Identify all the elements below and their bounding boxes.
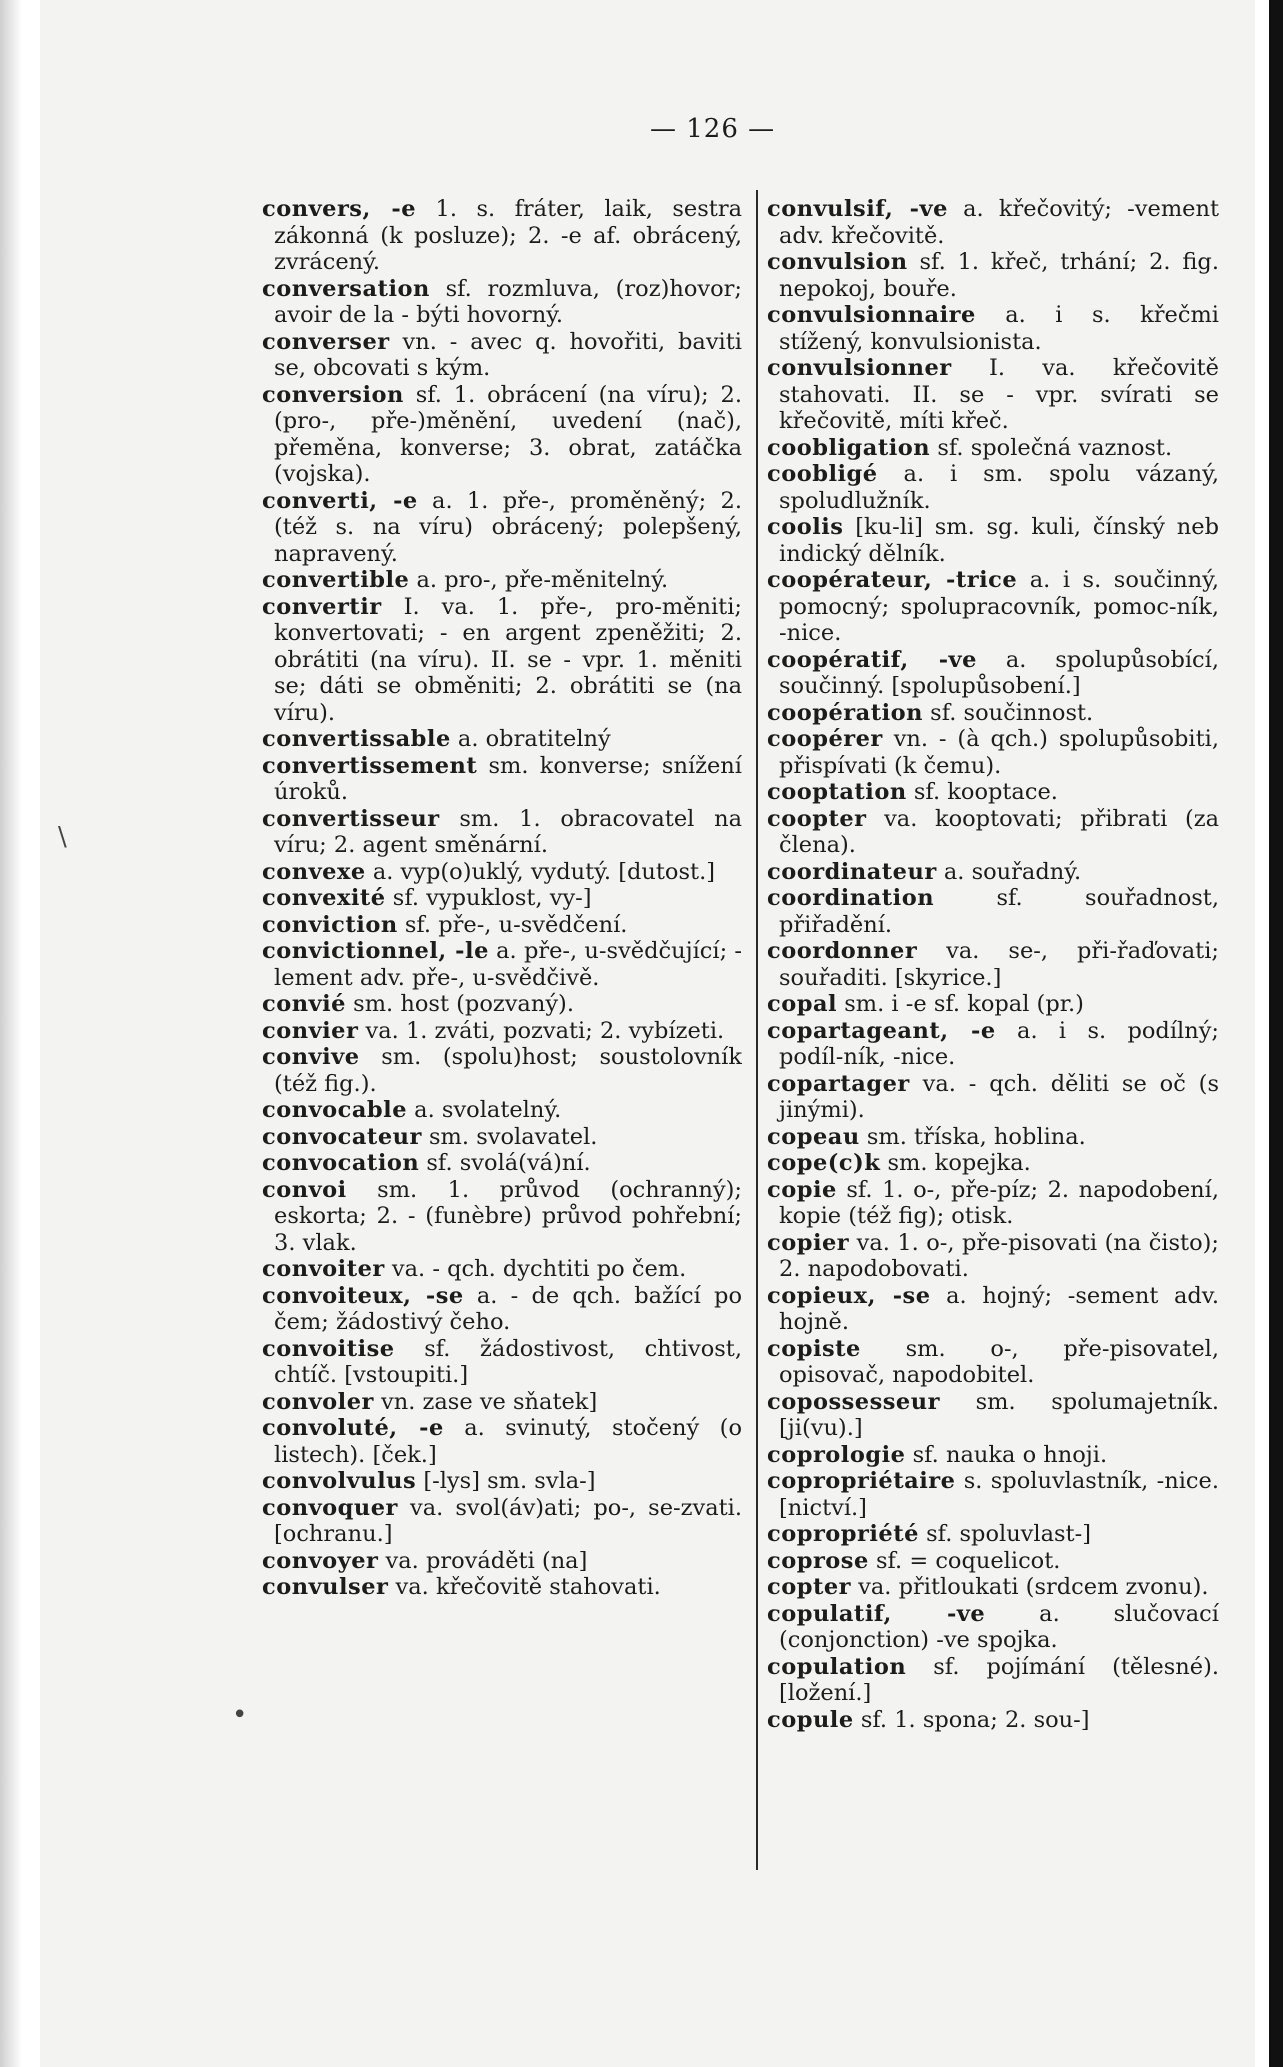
entry-definition: sf. 1. obrácení (na víru); 2. (pro-, pře-)měnění, uvedení (nač), přeměna, konverse; 3. obrat, zatáčka (vojska). xyxy=(274,381,742,487)
dictionary-entry xyxy=(767,726,1219,779)
entry-definition: sf. kooptace. xyxy=(906,779,1058,805)
entry-headword: convulsion xyxy=(767,249,908,275)
dictionary-entry xyxy=(767,1442,1219,1469)
entry-headword: coopérer xyxy=(767,726,883,752)
entry-definition: a. svinutý, stočený (o listech). [ček.] xyxy=(274,1415,742,1468)
entry-headword: copulation xyxy=(767,1653,907,1680)
dictionary-entry xyxy=(262,1018,742,1045)
entry-definition: a. 1. pře-, proměněný; 2. (též s. na víru) obrácený; polepšený, napravený. xyxy=(274,487,742,567)
dictionary-entry xyxy=(767,700,1219,727)
dictionary-entry xyxy=(262,488,742,568)
dictionary-entry xyxy=(262,567,742,594)
dictionary-entry xyxy=(262,1415,742,1468)
entry-headword: convié xyxy=(262,991,347,1017)
dictionary-entry xyxy=(767,647,1219,700)
dictionary-entry xyxy=(262,594,742,727)
entry-headword: conversation xyxy=(262,275,430,302)
entry-headword: convulsif, -ve xyxy=(767,196,948,222)
entry-definition: sm. host (pozvaný). xyxy=(346,991,574,1017)
entry-headword: convers, -e xyxy=(262,196,417,222)
dictionary-entry xyxy=(262,196,742,276)
dictionary-entry xyxy=(262,1574,742,1601)
entry-definition: va. 1. o-, pře-pisovati (na čisto); 2. napodobovati. xyxy=(779,1229,1219,1282)
entry-definition: sf. svolá(vá)ní. xyxy=(419,1150,591,1176)
entry-definition: a. spolupůsobící, součinný. [spolupůsobení.] xyxy=(779,646,1219,699)
dictionary-entry xyxy=(262,726,742,753)
dictionary-entry xyxy=(262,1336,742,1389)
entry-headword: copier xyxy=(767,1229,850,1256)
entry-headword: coopératif, -ve xyxy=(767,646,977,673)
entry-definition: a. křečovitý; -vement adv. křečovitě. xyxy=(779,196,1219,249)
entry-headword: convocation xyxy=(262,1150,420,1176)
dictionary-entry xyxy=(262,1389,742,1416)
entry-definition: a. vyp(o)uklý, vydutý. [dutost.] xyxy=(365,858,715,885)
dictionary-entry xyxy=(767,302,1219,355)
entry-headword: convolvulus xyxy=(262,1468,417,1494)
entry-headword: convoitise xyxy=(262,1335,395,1362)
entry-headword: convexe xyxy=(262,858,366,885)
entry-headword: coobligation xyxy=(767,434,931,461)
entry-definition: sm. 1. průvod (ochranný); eskorta; 2. - (funèbre) průvod pohřební; 3. vlak. xyxy=(274,1176,742,1256)
entry-headword: convulser xyxy=(262,1574,389,1600)
entry-headword: copulatif, -ve xyxy=(767,1600,986,1627)
entry-definition: sf. součinnost. xyxy=(923,699,1094,726)
entry-definition: va. 1. zváti, pozvati; 2. vybízeti. xyxy=(358,1017,725,1044)
dictionary-entry xyxy=(262,991,742,1018)
entry-headword: copter xyxy=(767,1574,852,1600)
dictionary-entry xyxy=(262,753,742,806)
dictionary-entry xyxy=(262,806,742,859)
entry-headword: cooptation xyxy=(767,779,907,805)
entry-headword: convoler xyxy=(262,1388,374,1415)
entry-headword: conviction xyxy=(262,911,398,938)
entry-headword: copeau xyxy=(767,1123,860,1150)
entry-definition: a. i s. součinný, pomocný; spolupracovník, pomoc-ník, -nice. xyxy=(779,567,1219,646)
entry-headword: convocable xyxy=(262,1097,408,1123)
entry-definition: a. hojný; -sement adv. hojně. xyxy=(779,1282,1219,1335)
column-divider xyxy=(756,190,758,1870)
dictionary-entry xyxy=(767,1283,1219,1336)
dictionary-entry xyxy=(767,1071,1219,1124)
entry-definition: va. přitloukati (srdcem zvonu). xyxy=(851,1574,1209,1600)
dictionary-entry xyxy=(767,355,1219,435)
entry-definition: a. obratitelný xyxy=(450,726,611,752)
entry-headword: coordonner xyxy=(767,938,918,964)
entry-headword: converser xyxy=(262,328,390,355)
entry-definition: sm. svolavatel. xyxy=(421,1123,598,1150)
entry-definition: s. spoluvlastník, -nice. [nictví.] xyxy=(779,1468,1219,1521)
entry-headword: coopter xyxy=(767,805,867,832)
entry-definition: va. - qch. děliti se oč (s jinými). xyxy=(779,1070,1219,1123)
entry-headword: copiste xyxy=(767,1335,861,1362)
entry-headword: coordination xyxy=(767,885,935,911)
entry-definition: vn. - (à qch.) spolupůsobiti, přispívati (k čemu). xyxy=(779,726,1219,779)
dictionary-entry xyxy=(767,1468,1219,1521)
dictionary-entry xyxy=(767,1707,1219,1734)
entry-headword: copule xyxy=(767,1706,854,1733)
entry-headword: convertisseur xyxy=(262,805,440,832)
entry-definition: a. pře-, u-svědčující; -lement adv. pře-, u-svědčivě. xyxy=(274,938,742,991)
entry-headword: convive xyxy=(262,1044,360,1070)
dictionary-entry xyxy=(767,1548,1219,1575)
dictionary-entry xyxy=(767,1150,1219,1177)
dictionary-entry xyxy=(262,1124,742,1151)
entry-definition: sf. pojímání (tělesné). [ložení.] xyxy=(779,1653,1219,1706)
entry-headword: copartager xyxy=(767,1070,910,1097)
entry-headword: coopérateur, -trice xyxy=(767,567,1018,593)
entry-headword: convoluté, -e xyxy=(262,1415,444,1441)
entry-definition: a. i s. křečmi stížený, konvulsionista. xyxy=(779,302,1219,355)
entry-definition: [-lys] sm. svla-] xyxy=(416,1468,596,1494)
entry-definition: sf. 1. o-, pře-píz; 2. napodobení, kopie (též fig); otisk. xyxy=(779,1176,1219,1229)
entry-definition: sm. 1. obracovatel na víru; 2. agent směnární. xyxy=(274,805,742,858)
entry-definition: a. - de qch. bažící po čem; žádostivý čeho. xyxy=(274,1282,742,1335)
dictionary-entry xyxy=(262,1283,742,1336)
entry-headword: convertible xyxy=(262,567,410,593)
entry-headword: coprologie xyxy=(767,1441,906,1468)
entry-headword: copossesseur xyxy=(767,1388,940,1415)
page-number: — 126 — xyxy=(650,114,776,144)
dictionary-entry xyxy=(767,806,1219,859)
entry-definition: vn. - avec q. hovořiti, baviti se, obcovati s kým. xyxy=(274,328,742,381)
dictionary-entry xyxy=(767,859,1219,886)
entry-definition: a. pro-, pře-měnitelný. xyxy=(409,567,669,593)
entry-headword: copie xyxy=(767,1176,837,1203)
dictionary-entry xyxy=(767,1018,1219,1071)
dictionary-entry xyxy=(262,276,742,329)
entry-headword: convoyer xyxy=(262,1547,379,1574)
dictionary-entry xyxy=(262,382,742,488)
right-column xyxy=(767,196,1219,1856)
entry-definition: va. svol(áv)ati; po-, se-zvati. [ochranu.] xyxy=(274,1494,742,1547)
dictionary-entry xyxy=(262,885,742,912)
entry-definition: sf. společná vaznost. xyxy=(930,434,1173,461)
dictionary-entry xyxy=(767,1389,1219,1442)
entry-definition: [ku-li] sm. sg. kuli, čínský neb indický dělník. xyxy=(779,514,1219,567)
entry-headword: convier xyxy=(262,1017,359,1044)
entry-definition: sf. rozmluva, (roz)hovor; avoir de la - býti hovorný. xyxy=(274,275,742,328)
entry-headword: coprose xyxy=(767,1547,869,1574)
entry-definition: va. křečovitě stahovati. xyxy=(388,1574,661,1600)
dictionary-entry xyxy=(767,1601,1219,1654)
entry-headword: copal xyxy=(767,991,838,1017)
entry-headword: convulsionner xyxy=(767,355,952,381)
entry-definition: sm. o-, pře-pisovatel, opisovač, napodobitel. xyxy=(779,1335,1219,1388)
entry-definition: sf. nauka o hnoji. xyxy=(905,1441,1108,1468)
scan-edge-right xyxy=(1269,0,1283,2067)
dictionary-entry xyxy=(767,1124,1219,1151)
dictionary-entry xyxy=(767,779,1219,806)
entry-definition: a. souřadný. xyxy=(936,858,1082,885)
entry-definition: a. svolatelný. xyxy=(407,1097,562,1123)
entry-definition: sf. souřadnost, přiřadění. xyxy=(779,885,1219,938)
entry-definition: sf. žádostivost, chtivost, chtíč. [vstoupiti.] xyxy=(274,1335,742,1388)
entry-definition: va. se-, při-řaďovati; souřaditi. [skyrice.] xyxy=(779,938,1219,991)
dictionary-entry xyxy=(262,1150,742,1177)
entry-headword: coordinateur xyxy=(767,858,937,885)
entry-definition: I. va. křečovitě stahovati. II. se - vpr. svírati se křečovitě, míti křeč. xyxy=(779,355,1219,434)
dictionary-entry xyxy=(767,1177,1219,1230)
dictionary-entry xyxy=(767,1230,1219,1283)
entry-definition: sm. spolumajetník. [ji(vu).] xyxy=(779,1388,1219,1441)
entry-definition: sm. konverse; snížení úroků. xyxy=(274,752,742,805)
dictionary-entry xyxy=(767,196,1219,249)
dictionary-entry xyxy=(262,912,742,939)
entry-definition: a. i s. podílný; podíl-ník, -nice. xyxy=(779,1017,1219,1070)
entry-headword: conversion xyxy=(262,381,404,408)
entry-headword: coobligé xyxy=(767,461,878,487)
dictionary-entry xyxy=(767,514,1219,567)
entry-headword: convoiteux, -se xyxy=(262,1282,464,1309)
entry-headword: convertir xyxy=(262,593,382,620)
dictionary-entry xyxy=(262,1468,742,1495)
entry-definition: a. slučovací (conjonction) -ve spojka. xyxy=(779,1600,1219,1653)
entry-definition: sf. 1. spona; 2. sou-] xyxy=(853,1706,1090,1733)
dictionary-entry xyxy=(262,938,742,991)
entry-headword: convexité xyxy=(262,885,386,911)
entry-definition: va. - qch. dychtiti po čem. xyxy=(384,1256,687,1282)
entry-headword: copartageant, -e xyxy=(767,1017,996,1044)
dictionary-entry xyxy=(262,329,742,382)
dictionary-entry xyxy=(262,1044,742,1097)
dictionary-entry xyxy=(767,938,1219,991)
entry-definition: I. va. 1. pře-, pro-měniti; konvertovati; - en argent zpeněžiti; 2. obrátiti (na víru). II. se - vpr. 1. měniti se; dáti se obměniti; 2. obrátiti se (na víru). xyxy=(274,593,742,726)
entry-headword: convoiter xyxy=(262,1256,385,1282)
margin-mark: • xyxy=(232,1700,248,1730)
dictionary-entry xyxy=(767,435,1219,462)
dictionary-entry xyxy=(767,1574,1219,1601)
entry-definition: sf. vypuklost, vy-] xyxy=(385,885,592,911)
left-column xyxy=(262,196,742,1856)
entry-headword: converti, -e xyxy=(262,487,418,514)
entry-headword: copropriétaire xyxy=(767,1468,956,1494)
entry-definition: sf. 1. křeč, trhání; 2. fig. nepokoj, bouře. xyxy=(779,249,1219,302)
entry-definition: sm. (spolu)host; soustolovník (též fig.). xyxy=(274,1044,742,1097)
dictionary-entry xyxy=(767,885,1219,938)
entry-definition: sf. = coquelicot. xyxy=(868,1547,1061,1574)
entry-headword: coolis xyxy=(767,514,844,540)
entry-headword: copieux, -se xyxy=(767,1282,931,1309)
entry-definition: sm. i -e sf. kopal (pr.) xyxy=(837,991,1084,1017)
entry-headword: convertissement xyxy=(262,752,478,779)
entry-headword: cope(c)k xyxy=(767,1150,881,1176)
dictionary-entry xyxy=(262,1495,742,1548)
entry-definition: sf. spoluvlast-] xyxy=(918,1521,1091,1547)
dictionary-entry xyxy=(262,1548,742,1575)
dictionary-entry xyxy=(767,1336,1219,1389)
entry-headword: convertissable xyxy=(262,726,451,752)
dictionary-entry xyxy=(767,461,1219,514)
entry-headword: convictionnel, -le xyxy=(262,938,489,964)
margin-mark: \ xyxy=(58,822,67,852)
dictionary-entry xyxy=(767,1654,1219,1707)
dictionary-entry xyxy=(262,1177,742,1257)
dictionary-entry xyxy=(767,567,1219,647)
entry-definition: sm. kopejka. xyxy=(880,1150,1031,1176)
entry-headword: convoquer xyxy=(262,1494,398,1521)
dictionary-entry xyxy=(767,249,1219,302)
entry-definition: a. i sm. spolu vázaný, spoludlužník. xyxy=(779,461,1219,514)
dictionary-entry xyxy=(767,1521,1219,1548)
entry-headword: convoi xyxy=(262,1176,347,1203)
entry-definition: sf. pře-, u-svědčení. xyxy=(397,911,628,938)
entry-definition: 1. s. fráter, laik, sestra zákonná (k posluze); 2. -e af. obrácený, zvrácený. xyxy=(274,196,742,275)
scan-edge-left xyxy=(0,0,22,2067)
entry-definition: va. kooptovati; přibrati (za člena). xyxy=(779,805,1219,858)
entry-definition: va. prováděti (na] xyxy=(378,1547,588,1574)
dictionary-entry xyxy=(767,991,1219,1018)
entry-definition: vn. zase ve sňatek] xyxy=(373,1388,598,1415)
entry-headword: copropriété xyxy=(767,1521,919,1547)
dictionary-entry xyxy=(262,1256,742,1283)
dictionary-entry xyxy=(262,859,742,886)
entry-headword: convulsionnaire xyxy=(767,302,976,328)
entry-headword: coopération xyxy=(767,699,924,726)
dictionary-entry xyxy=(262,1097,742,1124)
entry-definition: sm. tříska, hoblina. xyxy=(859,1123,1086,1150)
entry-headword: convocateur xyxy=(262,1123,422,1150)
